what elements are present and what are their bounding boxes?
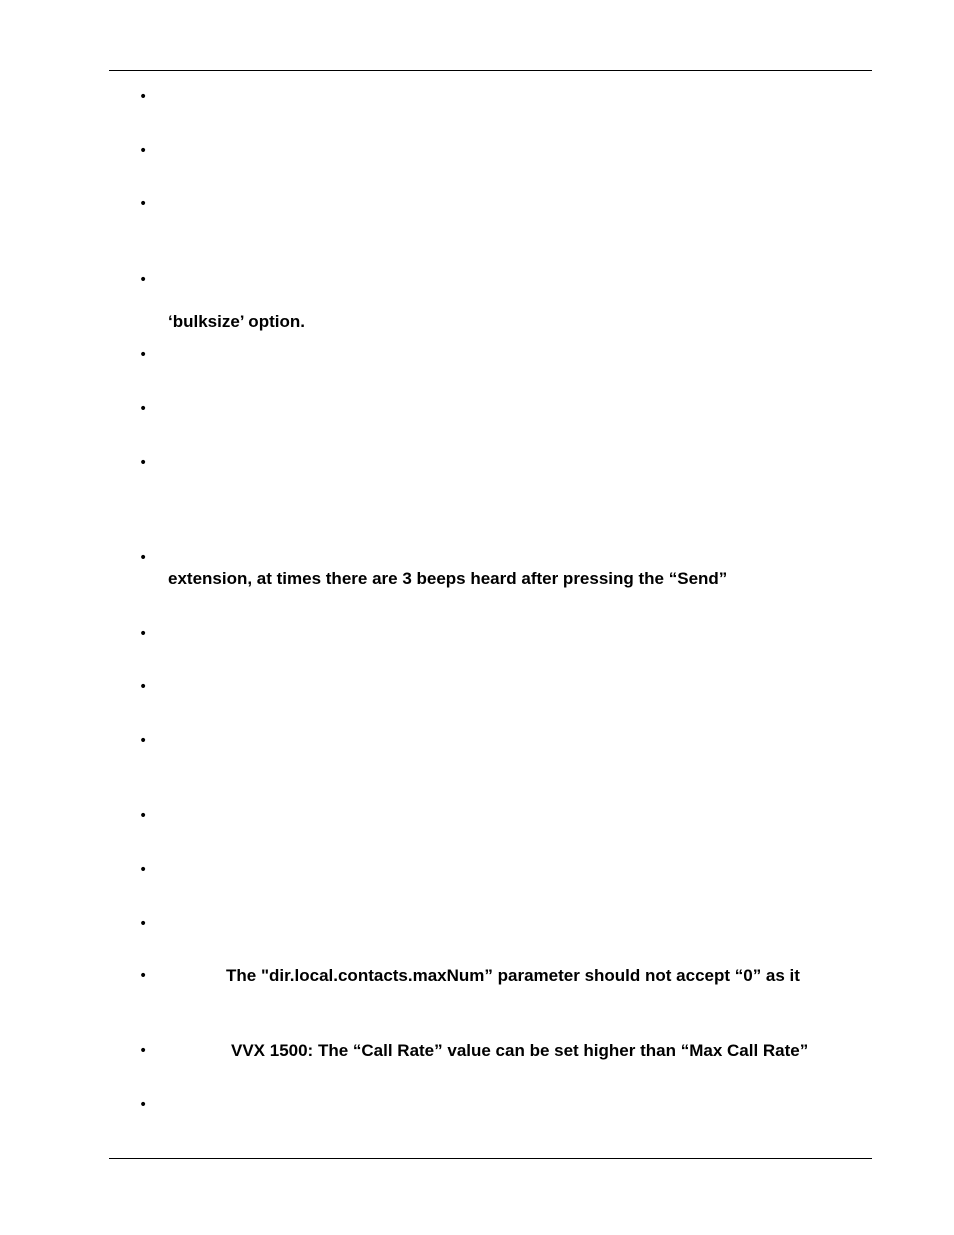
bullet-marker: •: [139, 455, 148, 471]
bullet-marker: •: [139, 550, 148, 566]
bullet-marker: •: [139, 347, 148, 363]
bullet-marker: •: [139, 89, 148, 105]
bulksize-text: ‘bulksize’ option.: [168, 312, 305, 331]
bullet-marker: •: [139, 733, 148, 749]
bullet-marker: •: [139, 862, 148, 878]
bullet-marker: •: [139, 1097, 148, 1113]
bullet-marker: •: [139, 679, 148, 695]
bullet-marker: •: [139, 916, 148, 932]
bullet-marker: •: [139, 143, 148, 159]
bullet-marker: •: [139, 808, 148, 824]
bullet-marker: •: [139, 1043, 148, 1059]
footer-rule: [109, 1158, 872, 1159]
bullet-marker: •: [139, 196, 148, 212]
bullet-marker: •: [139, 401, 148, 417]
maxnum-text: The "dir.local.contacts.maxNum” parameter should not accept “0” as it: [226, 966, 800, 985]
vvx-text: VVX 1500: The “Call Rate” value can be set higher than “Max Call Rate”: [231, 1041, 809, 1060]
bullet-marker: •: [139, 968, 148, 984]
bullet-marker: •: [139, 272, 148, 288]
bullet-marker: •: [139, 626, 148, 642]
extension-text: extension, at times there are 3 beeps heard after pressing the “Send”: [168, 569, 728, 588]
header-rule: [109, 70, 872, 71]
